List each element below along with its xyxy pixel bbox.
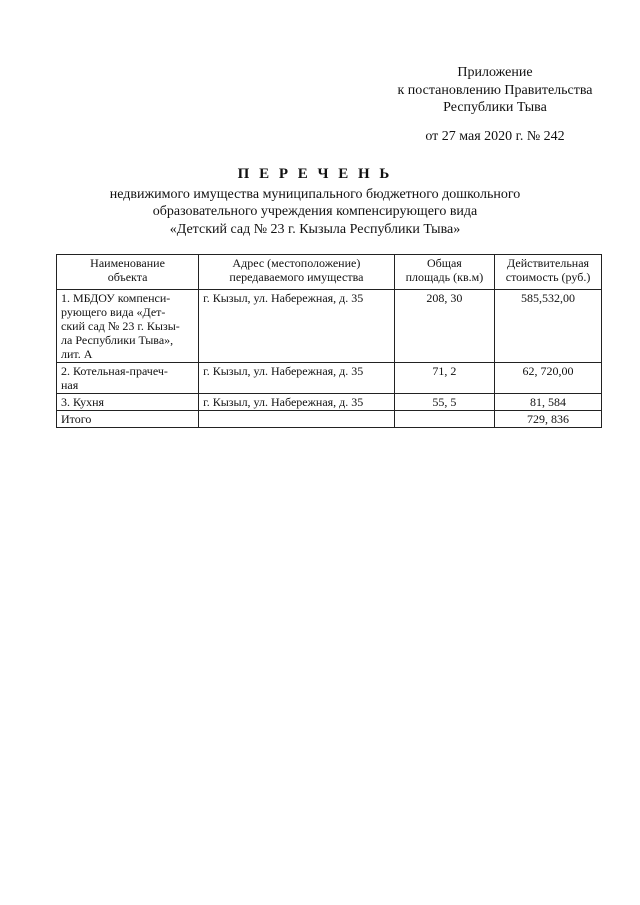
cell-area: 55, 5 bbox=[394, 394, 494, 411]
document-heading bbox=[80, 166, 550, 238]
total-empty-area bbox=[394, 411, 494, 428]
header-name bbox=[57, 255, 199, 290]
name-line: 1. МБДОУ компенси- bbox=[61, 291, 171, 305]
header-address-line-1: Адрес (местоположение) bbox=[232, 256, 361, 270]
table-row bbox=[57, 394, 602, 411]
table-row bbox=[57, 290, 602, 363]
name-line: 3. Кухня bbox=[61, 395, 105, 409]
cell-address: г. Кызыл, ул. Набережная, д. 35 bbox=[199, 363, 395, 394]
name-line: рующего вида «Дет- bbox=[61, 305, 166, 319]
cell-cost: 81, 584 bbox=[495, 394, 602, 411]
header-cost bbox=[495, 255, 602, 290]
name-line: ский сад № 23 г. Кызы- bbox=[61, 319, 180, 333]
appendix-line-3: Республики Тыва bbox=[443, 100, 547, 115]
heading-line-2: образовательного учреждения компенсирующего вида bbox=[152, 204, 478, 219]
total-empty-address bbox=[199, 411, 395, 428]
total-row bbox=[57, 411, 602, 428]
cell-name bbox=[57, 394, 199, 411]
name-line: ла Республики Тыва», bbox=[61, 333, 174, 347]
cell-area: 208, 30 bbox=[394, 290, 494, 363]
header-address-line-2: передаваемого имущества bbox=[229, 270, 364, 284]
cell-address: г. Кызыл, ул. Набережная, д. 35 bbox=[199, 394, 395, 411]
property-table bbox=[56, 254, 602, 428]
total-value: 729, 836 bbox=[495, 411, 602, 428]
header-address bbox=[199, 255, 395, 290]
cell-cost: 62, 720,00 bbox=[495, 363, 602, 394]
cell-name bbox=[57, 290, 199, 363]
header-area-line-2: площадь (кв.м) bbox=[405, 270, 484, 284]
header-cost-line-2: стоимость (руб.) bbox=[505, 270, 591, 284]
header-area bbox=[394, 255, 494, 290]
cell-area: 71, 2 bbox=[394, 363, 494, 394]
header-name-line-2: объекта bbox=[107, 270, 148, 284]
heading-line-3: «Детский сад № 23 г. Кызыла Республики Тыва» bbox=[169, 221, 461, 237]
appendix-date: от 27 мая 2020 г. № 242 bbox=[425, 128, 565, 144]
appendix-block bbox=[350, 64, 640, 145]
table-header-row bbox=[57, 255, 602, 290]
name-line: ная bbox=[61, 378, 79, 392]
cell-name bbox=[57, 363, 199, 394]
appendix-line-2: к постановлению Правительства bbox=[397, 82, 593, 98]
header-cost-line-1: Действительная bbox=[507, 256, 590, 270]
cell-cost: 585,532,00 bbox=[495, 290, 602, 363]
header-area-line-1: Общая bbox=[426, 256, 462, 270]
table-row bbox=[57, 363, 602, 394]
appendix-line-1: Приложение bbox=[457, 65, 533, 80]
name-line: лит. А bbox=[61, 347, 93, 361]
cell-address: г. Кызыл, ул. Набережная, д. 35 bbox=[199, 290, 395, 363]
document-title: П Е Р Е Ч Е Н Ь bbox=[237, 166, 393, 182]
heading-line-1: недвижимого имущества муниципального бюджетного дошкольного bbox=[109, 186, 521, 202]
name-line: 2. Котельная-прачеч- bbox=[61, 364, 168, 378]
header-name-line-1: Наименование bbox=[90, 256, 165, 270]
total-label: Итого bbox=[57, 411, 199, 428]
